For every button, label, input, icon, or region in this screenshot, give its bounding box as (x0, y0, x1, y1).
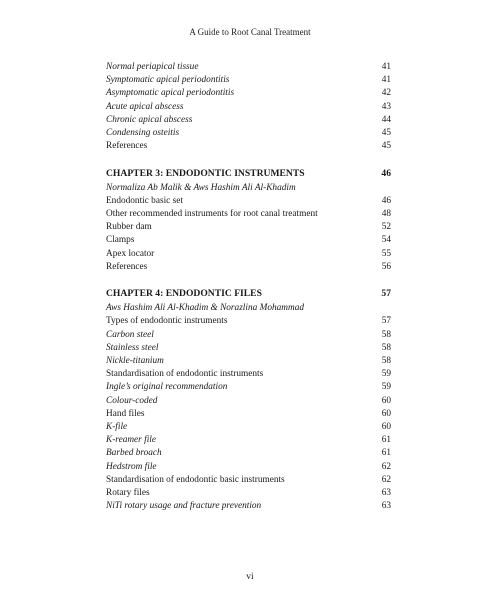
toc-entry[interactable] (106, 114, 391, 127)
toc-entry-page: 42 (381, 88, 391, 99)
toc-entry-page: 58 (381, 329, 391, 340)
toc-entry-page: 58 (381, 342, 391, 353)
section-spacer (106, 153, 391, 166)
toc-entry[interactable] (106, 208, 391, 221)
toc-entry[interactable] (106, 395, 391, 408)
running-header: A Guide to Root Canal Treatment (189, 27, 311, 37)
toc-entry[interactable] (106, 127, 391, 140)
toc-entry[interactable] (106, 342, 391, 355)
toc-section (106, 61, 391, 153)
toc-entry-page: 61 (381, 448, 391, 459)
toc-section (106, 274, 391, 513)
toc-entry-label: Types of endodontic instruments (106, 316, 228, 327)
toc-entry[interactable] (106, 408, 391, 421)
toc-section (106, 153, 391, 274)
toc-entry[interactable] (106, 474, 391, 487)
toc-entry-page: 59 (381, 382, 391, 393)
toc-entry-label: Carbon steel (106, 329, 154, 340)
chapter-title: CHAPTER 4: ENDODONTIC FILES (106, 288, 262, 300)
toc-entry-label: K-file (106, 421, 128, 432)
toc-entry-page: 45 (381, 141, 391, 152)
toc-entry-page: 48 (381, 209, 391, 219)
toc-entry-page: 62 (381, 461, 391, 472)
toc-entry-label: Asymptomatic apical periodontitis (106, 88, 235, 99)
toc-entry-label: Chronic apical abscess (106, 114, 193, 125)
toc-entry-label: Condensing osteitis (106, 127, 180, 138)
chapter-title: CHAPTER 3: ENDODONTIC INSTRUMENTS (106, 167, 305, 179)
toc-entry-label: Hand files (106, 408, 145, 419)
toc-entry-label: References (106, 141, 148, 152)
chapter-heading[interactable] (106, 166, 391, 181)
chapter-authors: Aws Hashim Ali Al-Khadim & Norazlina Mohammad (106, 303, 305, 314)
toc-entry-page: 57 (381, 316, 391, 327)
page-number: vi (246, 572, 254, 582)
toc-entry-label: Rubber dam (106, 222, 152, 233)
table-of-contents (106, 61, 391, 513)
toc-entry[interactable] (106, 421, 391, 434)
toc-entry-label: K-reamer file (106, 435, 157, 446)
toc-entry[interactable] (106, 74, 391, 87)
toc-entry-page: 58 (381, 356, 391, 366)
toc-entry-label: Normal periapical tissue (106, 62, 199, 72)
toc-entry-label: Standardisation of endodontic basic instruments (106, 474, 285, 485)
toc-entry[interactable] (106, 487, 391, 500)
toc-entry-label: Endodontic basic set (106, 195, 183, 206)
toc-entry-page: 46 (381, 195, 391, 206)
toc-entry-label: Hedstrom file (106, 461, 157, 472)
toc-entry-label: References (106, 261, 148, 272)
toc-entry-page: 45 (381, 127, 391, 138)
toc-entry[interactable] (106, 195, 391, 208)
toc-entry[interactable] (106, 329, 391, 342)
toc-entry-page: 63 (381, 487, 391, 498)
toc-entry[interactable] (106, 461, 391, 474)
toc-entry-page: 63 (381, 501, 391, 512)
toc-entry[interactable] (106, 221, 391, 234)
toc-entry[interactable] (106, 87, 391, 100)
toc-entry-label: Barbed broach (106, 448, 162, 459)
toc-entry-label: Standardisation of endodontic instruments (106, 369, 264, 380)
toc-entry-label: Rotary files (106, 487, 150, 498)
chapter-authors: Normaliza Ab Malik & Aws Hashim Ali Al-Khadim (106, 182, 296, 193)
toc-entry-label: Other recommended instruments for root canal treatment (106, 209, 318, 219)
toc-entry[interactable] (106, 355, 391, 368)
toc-entry-page: 54 (381, 235, 391, 246)
toc-entry-label: Nickle-titanium (106, 356, 164, 366)
toc-entry[interactable] (106, 248, 391, 261)
toc-entry-page: 44 (381, 114, 391, 125)
toc-entry[interactable] (106, 261, 391, 274)
toc-entry-label: Colour-coded (106, 395, 158, 406)
toc-entry-label: Clamps (106, 235, 135, 246)
toc-entry-page: 56 (381, 261, 391, 272)
chapter-page-number: 57 (381, 288, 391, 300)
toc-entry[interactable] (106, 381, 391, 394)
toc-entry[interactable] (106, 368, 391, 381)
toc-entry[interactable] (106, 500, 391, 513)
section-spacer (106, 274, 391, 287)
toc-entry-label: Symptomatic apical periodontitis (106, 75, 230, 86)
chapter-page-number: 46 (381, 167, 391, 179)
chapter-heading[interactable] (106, 286, 391, 301)
toc-entry[interactable] (106, 101, 391, 114)
toc-entry-page: 60 (381, 395, 391, 406)
toc-entry-page: 55 (381, 248, 391, 259)
toc-entry[interactable] (106, 315, 391, 328)
toc-entry-page: 62 (381, 474, 391, 485)
toc-entry-label: Stainless steel (106, 342, 159, 353)
toc-entry[interactable] (106, 434, 391, 447)
toc-entry-page: 52 (381, 222, 391, 233)
toc-entry-page: 41 (381, 62, 391, 72)
toc-entry-label: Apex locator (106, 248, 155, 259)
toc-entry-page: 59 (381, 369, 391, 380)
toc-entry-page: 43 (381, 101, 391, 112)
toc-entry-page: 60 (381, 421, 391, 432)
toc-entry-label: Acute apical abscess (106, 101, 184, 112)
toc-entry-page: 60 (381, 408, 391, 419)
toc-entry-page: 61 (381, 435, 391, 446)
toc-entry[interactable] (106, 447, 391, 460)
toc-entry[interactable] (106, 234, 391, 247)
toc-entry-label: Ingle’s original recommendation (106, 382, 228, 393)
toc-entry[interactable] (106, 140, 391, 153)
toc-entry-page: 41 (381, 75, 391, 86)
toc-entry-label: NiTi rotary usage and fracture prevention (106, 501, 262, 512)
toc-entry[interactable] (106, 61, 391, 74)
